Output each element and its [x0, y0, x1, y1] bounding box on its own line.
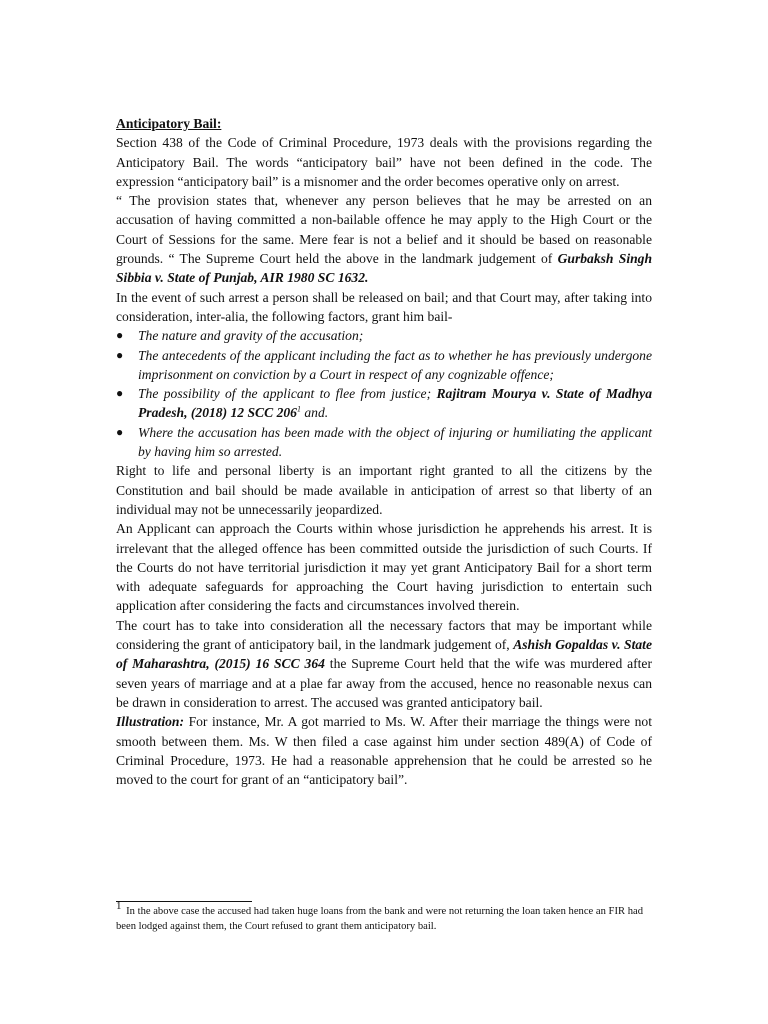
section-heading: Anticipatory Bail:: [116, 116, 222, 131]
bullet-icon: ●: [116, 347, 124, 362]
illustration-text: For instance, Mr. A got married to Ms. W. After their marriage the things were not smooth between them. Ms. W then filed a case against him under section 489(A) of Code of Criminal Procedure, 1973. He had a reasonable apprehension that he could be arrested so he moved to the court for grant of an “anticipatory bail”.: [116, 714, 652, 788]
paragraph-illustration: [116, 712, 652, 789]
document-body: [116, 114, 652, 789]
footnote-text: In the above case the accused had taken huge loans from the bank and were not returning the loan taken hence an FIR had been lodged against them, the Court refused to grant them anticipatory bail.: [116, 906, 643, 932]
paragraph-section-438: Section 438 of the Code of Criminal Procedure, 1973 deals with the provisions regarding the Anticipatory Bail. The words “anticipatory bail” have not been defined in the code. The expression “anticipatory bail” is a misnomer and the order becomes operative only on arrest.: [116, 135, 652, 189]
illustration-label: Illustration:: [116, 714, 184, 730]
factors-list: [116, 326, 652, 461]
footnote-mark: 1: [116, 900, 122, 913]
list-item: [116, 423, 652, 462]
bullet-icon: ●: [116, 386, 124, 401]
factors-text: The court has to take into consideration all the necessary factors that may be important while considering the grant of anticipatory bail, in the landmark judgement of,: [116, 617, 652, 653]
case-citation-gurbaksh: Gurbaksh Singh Sibbia v. State of Punjab, AIR 1980 SC 1632.: [116, 251, 653, 286]
factor-text: The antecedents of the applicant including the fact as to whether he has previously undergone imprisonment on conviction by a Court in respect of any cognizable offence;: [138, 347, 652, 382]
footnote: [116, 900, 652, 934]
footnote-reference[interactable]: 1: [296, 404, 301, 414]
bullet-icon: ●: [116, 328, 124, 343]
factor-text: The nature and gravity of the accusation;: [138, 328, 364, 344]
factors-tail: the Supreme Court held that the wife was murdered after seven years of marriage and at a plae far away from the accused, hence no reasonable nexus can be drawn in consideration to arrest. The accused was granted anticipatory bail.: [116, 656, 652, 710]
paragraph-necessary-factors: [116, 616, 652, 712]
factor-text: The possibility of the applicant to flee from justice;: [138, 386, 437, 402]
list-item: [116, 346, 652, 385]
paragraph-jurisdiction: An Applicant can approach the Courts within whose jurisdiction he apprehends his arrest. It is irrelevant that the alleged offence has been committed outside the jurisdiction of such Courts. If the Courts do not have territorial jurisdiction it may yet grant Anticipatory Bail for a short term with adequate safeguards for approaching the Court having jurisdiction to entertain such application after considering the facts and circumstances involved therein.: [116, 521, 652, 614]
provision-text: “ The provision states that, whenever any person believes that he may be arrested on an accusation of having committed a non-bailable offence he may apply to the High Court or the Court of Sessions for the same. Mere fear is not a belief and it should be based on reasonable grounds. “ The Supreme Court held the above in the landmark judgement of: [116, 193, 652, 267]
case-citation-rajitram: Rajitram Mourya v. State of Madhya Pradesh, (2018) 12 SCC 206: [138, 386, 652, 421]
list-item: [116, 326, 652, 345]
paragraph-provision: [116, 191, 652, 287]
factor-tail: and.: [300, 405, 329, 421]
case-citation-ashish: Ashish Gopaldas v. State of Maharashtra, (2015) 16 SCC 364: [116, 637, 652, 672]
paragraph-factors-intro: In the event of such arrest a person shall be released on bail; and that Court may, after taking into consideration, inter-alia, the following factors, grant him bail-: [116, 289, 652, 324]
footnote-separator: [116, 901, 252, 902]
bullet-icon: ●: [116, 424, 124, 439]
paragraph-right-to-life: Right to life and personal liberty is an important right granted to all the citizens by the Constitution and bail should be made available in anticipation of arrest so that liberty of an individual may not be unnecessarily jeopardized.: [116, 463, 652, 517]
factor-text: Where the accusation has been made with the object of injuring or humiliating the applicant by having him so arrested.: [138, 424, 652, 460]
list-item: [116, 384, 652, 423]
